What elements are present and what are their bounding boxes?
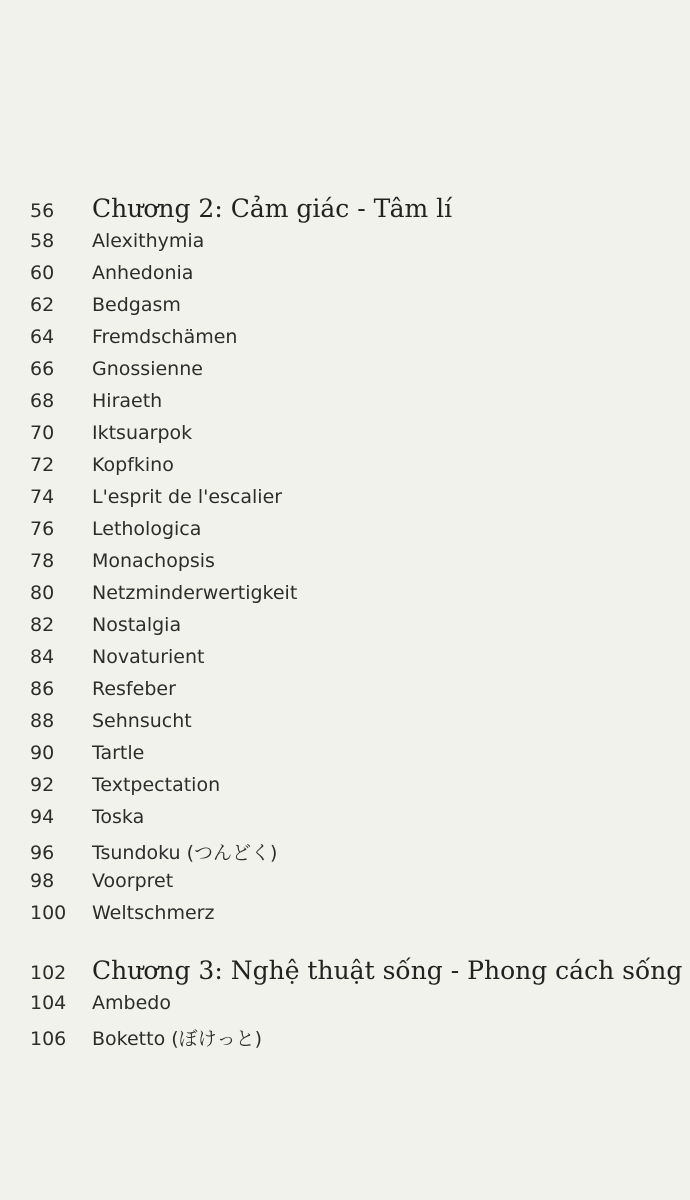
entry-title: Novaturient (92, 646, 205, 668)
toc-entry (30, 902, 670, 934)
entry-title: Iktsuarpok (92, 422, 193, 444)
entry-title: Hiraeth (92, 390, 163, 412)
toc-entry (30, 550, 670, 582)
page-number: 60 (30, 262, 55, 284)
toc-entry (30, 646, 670, 678)
entry-title: Anhedonia (92, 262, 194, 284)
page-number: 106 (30, 1028, 67, 1050)
toc-entry (30, 358, 670, 390)
entry-title: Toska (92, 806, 145, 828)
page-number: 58 (30, 230, 55, 252)
chapter-title: Chương 3: Nghệ thuật sống - Phong cách sống (92, 956, 683, 985)
toc-entry (30, 262, 670, 294)
entry-title: Voorpret (92, 870, 174, 892)
entry-title: Weltschmerz (92, 902, 215, 924)
entry-title: Fremdschämen (92, 326, 238, 348)
entry-title: Ambedo (92, 992, 171, 1014)
toc-entry (30, 742, 670, 774)
entry-title: L'esprit de l'escalier (92, 486, 283, 508)
entry-title: Kopfkino (92, 454, 174, 476)
toc-entry (30, 1024, 670, 1056)
toc-entry (30, 806, 670, 838)
entry-title: Resfeber (92, 678, 176, 700)
page-number: 72 (30, 454, 55, 476)
toc-entry (30, 518, 670, 550)
toc-entry (30, 774, 670, 806)
toc-entry (30, 294, 670, 326)
page-number: 94 (30, 806, 55, 828)
chapter-heading (30, 194, 670, 230)
page-number: 96 (30, 842, 55, 864)
page-number: 102 (30, 962, 67, 984)
toc-entry (30, 838, 670, 870)
page-number: 66 (30, 358, 55, 380)
entry-title: Sehnsucht (92, 710, 192, 732)
page-number: 98 (30, 870, 55, 892)
toc-entry (30, 326, 670, 358)
entry-title: Tartle (92, 742, 145, 764)
page-number: 62 (30, 294, 55, 316)
entry-title: Nostalgia (92, 614, 182, 636)
toc-entry (30, 678, 670, 710)
toc-entry (30, 992, 670, 1024)
page-number: 70 (30, 422, 55, 444)
page-number: 104 (30, 992, 67, 1014)
entry-title: Textpectation (92, 774, 221, 796)
toc-entry (30, 230, 670, 262)
toc-entry (30, 614, 670, 646)
page-number: 92 (30, 774, 55, 796)
toc-entry (30, 454, 670, 486)
chapter-heading (30, 956, 683, 992)
entry-title: Lethologica (92, 518, 202, 540)
entry-title: Boketto (ぼけっと) (92, 1028, 263, 1050)
toc-entry (30, 870, 670, 902)
entry-title: Tsundoku (つんどく) (92, 842, 278, 864)
page-number: 90 (30, 742, 55, 764)
page-number: 84 (30, 646, 55, 668)
page-number: 64 (30, 326, 55, 348)
page-number: 74 (30, 486, 55, 508)
section-spacer (30, 934, 670, 956)
page-number: 82 (30, 614, 55, 636)
toc-entry (30, 390, 670, 422)
entry-title: Alexithymia (92, 230, 205, 252)
table-of-contents (30, 194, 683, 1056)
chapter-title: Chương 2: Cảm giác - Tâm lí (92, 194, 453, 223)
page-number: 80 (30, 582, 55, 604)
page-number: 88 (30, 710, 55, 732)
toc-entry (30, 710, 670, 742)
toc-entry (30, 486, 670, 518)
toc-entry (30, 582, 670, 614)
entry-title: Monachopsis (92, 550, 215, 572)
toc-entry (30, 422, 670, 454)
entry-title: Bedgasm (92, 294, 181, 316)
page-number: 86 (30, 678, 55, 700)
entry-title: Netzminderwertigkeit (92, 582, 298, 604)
page-number: 100 (30, 902, 67, 924)
entry-title: Gnossienne (92, 358, 203, 380)
page-number: 76 (30, 518, 55, 540)
page-number: 78 (30, 550, 55, 572)
page-number: 68 (30, 390, 55, 412)
page-number: 56 (30, 200, 55, 222)
